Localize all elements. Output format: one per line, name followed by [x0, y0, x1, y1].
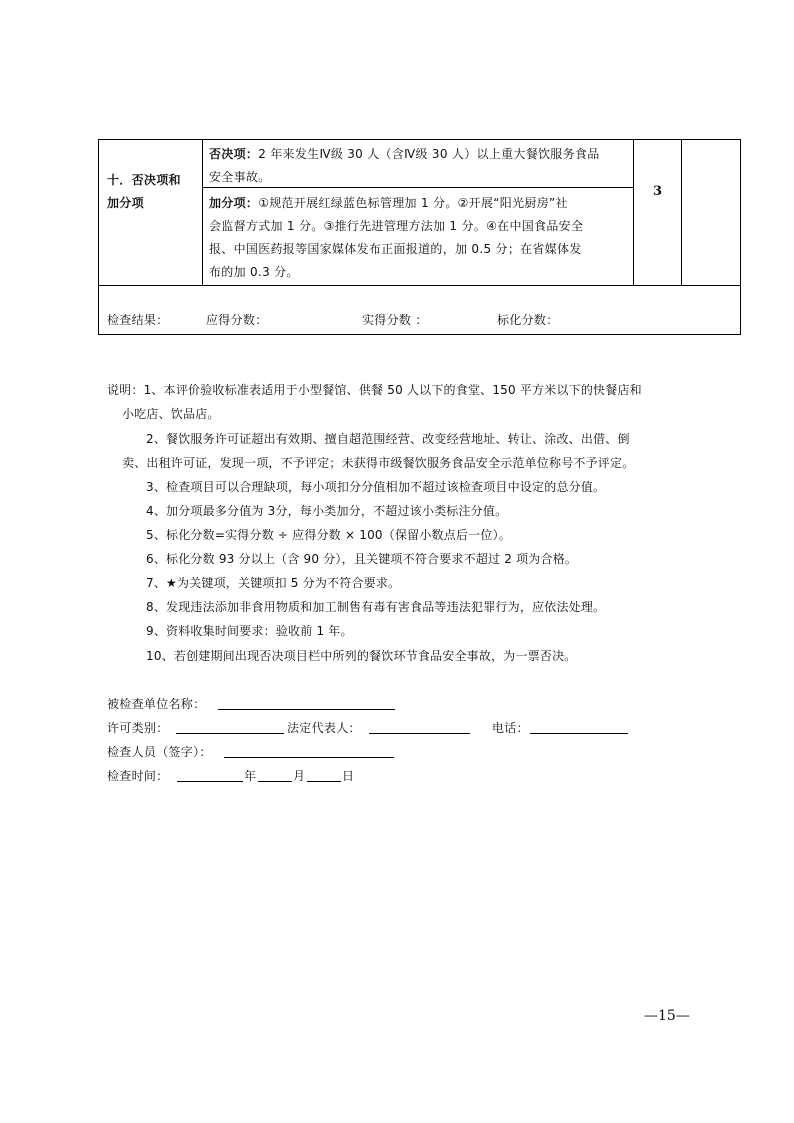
veto-cell [209, 143, 633, 189]
table-col-divider-2 [633, 139, 634, 286]
note-item-7: 7、★为关键项，关键项扣 5 分为不符合要求。 [146, 576, 401, 590]
score-value: 3 [653, 184, 663, 199]
inspect-day-field[interactable] [307, 781, 341, 782]
phone-field[interactable] [530, 733, 628, 734]
day-label: 日 [342, 769, 355, 783]
result-actual: 实得分数 ： [362, 313, 428, 327]
inspect-month-field[interactable] [258, 781, 292, 782]
table-border-left [98, 139, 99, 335]
license-type-label: 许可类别： [107, 721, 169, 735]
table-row-divider [98, 285, 741, 286]
result-label: 检查结果： [107, 313, 169, 327]
table-col-divider-3 [681, 139, 682, 286]
inspect-time-label: 检查时间： [107, 769, 169, 783]
bonus-line-4: 布的加 0.3 分。 [209, 265, 299, 279]
note-item-10: 10、若创建期间出现否决项目栏中所列的餐饮环节食品安全事故，为一票否决。 [146, 649, 577, 663]
note-item-9: 9、资料收集时间要求：验收前 1 年。 [146, 624, 353, 638]
unit-name-label: 被检查单位名称： [107, 697, 206, 711]
table-border-top [98, 139, 741, 140]
phone-label: 电话： [492, 721, 529, 735]
category-cell [107, 169, 199, 215]
note-item-6: 6、标化分数 93 分以上（含 90 分），且关键项不符合要求不超过 2 项为合格。 [146, 552, 578, 566]
inspector-label: 检查人员（签字）： [107, 745, 212, 759]
bonus-line-2: 会监督方式加 1 分。③推行先进管理方法加 1 分。④在中国食品安全 [209, 219, 584, 233]
veto-line-1: 2 年来发生Ⅳ级 30 人（含Ⅳ级 30 人）以上重大餐饮服务食品 [258, 147, 600, 161]
note-intro: 说明：1、本评价验收标准表适用于小型餐馆、供餐 50 人以下的食堂、150 平方米以下的快餐店和 [107, 383, 642, 397]
note-item-8: 8、发现违法添加非食用物质和加工制售有毒有害食品等违法犯罪行为，应依法处理。 [146, 600, 606, 614]
category-line-2: 加分项 [107, 196, 144, 210]
result-due: 应得分数： [206, 313, 268, 327]
inspector-signature-field[interactable] [224, 757, 394, 758]
legal-rep-label: 法定代表人： [287, 721, 361, 735]
page-number: —15— [644, 1008, 690, 1024]
table-border-bottom [98, 334, 741, 335]
note-intro-cont: 小吃店、饮品店。 [122, 407, 220, 421]
category-line-1: 十．否决项和 [107, 173, 181, 187]
note-item-5: 5、标化分数=实得分数 ÷ 应得分数 × 100（保留小数点后一位）。 [146, 528, 511, 542]
bonus-line-3: 报、中国医药报等国家媒体发布正面报道的，加 0.5 分；在省媒体发 [209, 242, 582, 256]
veto-label: 否决项： [209, 147, 259, 161]
unit-name-field[interactable] [218, 709, 395, 710]
evaluation-table [98, 139, 741, 335]
bonus-line-1: ①规范开展红绿蓝色标管理加 1 分。②开展“阳光厨房”社 [258, 196, 568, 210]
note-item-3: 3、检查项目可以合理缺项，每小项扣分分值相加不超过该检查项目中设定的总分值。 [146, 480, 606, 494]
note-item-4: 4、加分项最多分值为 3分，每小类加分，不超过该小类标注分值。 [146, 504, 508, 518]
table-col-divider-1 [202, 139, 203, 286]
inspect-year-field[interactable] [177, 781, 243, 782]
month-label: 月 [293, 769, 306, 783]
license-type-field[interactable] [176, 733, 284, 734]
bonus-cell [209, 192, 633, 284]
bonus-label: 加分项： [209, 196, 259, 210]
legal-rep-field[interactable] [369, 733, 470, 734]
note-item-2: 2、餐饮服务许可证超出有效期、擅自超范围经营、改变经营地址、转让、涂改、出借、倒 [146, 432, 630, 446]
note-item-2-cont: 卖、出租许可证，发现一项，不予评定；未获得市级餐饮服务食品安全示范单位称号不予评定。 [122, 456, 635, 470]
result-standard: 标化分数： [497, 313, 559, 327]
veto-line-2: 安全事故。 [209, 170, 271, 184]
year-label: 年 [244, 769, 257, 783]
table-border-right [740, 139, 741, 335]
